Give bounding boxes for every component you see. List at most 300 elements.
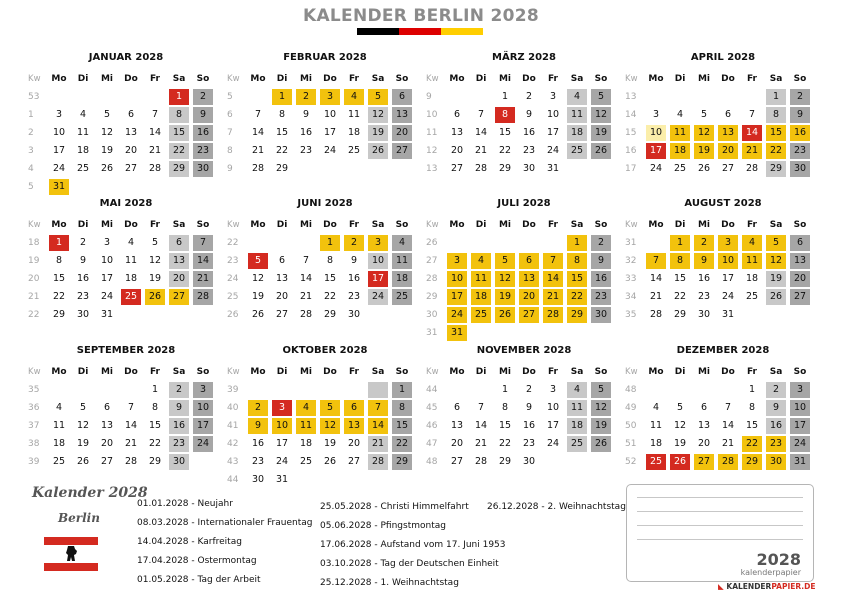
day-cell: 15 — [323, 273, 337, 284]
day-cell: 13 — [519, 271, 539, 287]
day-cell: 25 — [76, 163, 90, 174]
day-cell — [447, 89, 467, 105]
day-cell: 24 — [52, 163, 66, 174]
day-cell: 12 — [76, 420, 90, 431]
day-cell: 8 — [567, 253, 587, 269]
day-cell: 20 — [275, 291, 289, 302]
weekday-label: Kw — [28, 74, 41, 84]
weekday-label: So — [594, 220, 608, 230]
week-row — [28, 381, 224, 399]
week-number: 14 — [625, 110, 637, 120]
week-number: 16 — [625, 146, 637, 156]
week-row — [625, 124, 821, 142]
day-cell: 17 — [447, 289, 467, 305]
weekday-label: Kw — [28, 367, 41, 377]
weekday-header — [28, 70, 224, 88]
weekday-label: Fr — [348, 74, 359, 84]
day-cell: 8 — [670, 253, 690, 269]
week-number: 36 — [28, 403, 40, 413]
day-cell: 29 — [148, 456, 162, 467]
day-cell: 19 — [323, 438, 337, 449]
weekday-label: Di — [77, 74, 89, 84]
day-cell: 23 — [591, 289, 611, 305]
week-number: 46 — [426, 421, 438, 431]
week-number: 4 — [28, 164, 34, 174]
day-cell: 31 — [49, 179, 69, 195]
day-cell: 23 — [522, 145, 536, 156]
week-number: 48 — [426, 457, 438, 467]
day-cell: 12 — [673, 420, 687, 431]
day-cell: 10 — [193, 400, 213, 416]
week-row — [426, 399, 622, 417]
day-cell: 16 — [697, 273, 711, 284]
day-cell: 20 — [392, 125, 412, 141]
weekday-label: Kw — [227, 74, 240, 84]
day-cell: 9 — [525, 109, 533, 120]
weekday-label: Mo — [51, 220, 67, 230]
day-cell: 25 — [299, 456, 313, 467]
week-number: 11 — [426, 128, 438, 138]
day-cell: 28 — [193, 289, 213, 305]
day-cell: 27 — [721, 163, 735, 174]
day-cell — [296, 161, 316, 177]
weekday-label: Di — [276, 74, 288, 84]
day-cell: 19 — [148, 273, 162, 284]
page-title: KALENDER BERLIN 2028 — [302, 6, 539, 26]
day-cell: 5 — [320, 400, 340, 416]
week-row — [227, 453, 423, 471]
day-cell: 18 — [392, 271, 412, 287]
day-cell: 19 — [251, 291, 265, 302]
weekday-label: Fr — [149, 367, 160, 377]
weekday-header — [227, 216, 423, 234]
day-cell — [193, 307, 213, 323]
brand-logo — [718, 582, 815, 591]
weekday-header — [28, 216, 224, 234]
day-cell — [519, 235, 539, 251]
day-cell: 3 — [55, 109, 63, 120]
day-cell: 24 — [649, 163, 663, 174]
week-number: 29 — [426, 292, 438, 302]
day-cell: 15 — [567, 271, 587, 287]
day-cell: 11 — [567, 400, 587, 416]
day-cell: 19 — [495, 289, 515, 305]
day-cell: 3 — [193, 382, 213, 398]
day-cell: 4 — [392, 235, 412, 251]
day-cell: 14 — [543, 271, 563, 287]
week-number: 10 — [426, 110, 438, 120]
day-cell: 2 — [790, 89, 810, 105]
weekday-label: Sa — [371, 74, 385, 84]
day-cell: 24 — [546, 438, 560, 449]
week-row — [227, 142, 423, 160]
day-cell: 2 — [525, 384, 533, 395]
week-number: 45 — [426, 403, 438, 413]
day-cell: 1 — [501, 384, 509, 395]
day-cell: 7 — [748, 109, 756, 120]
weekday-label: Sa — [371, 220, 385, 230]
day-cell: 25 — [646, 454, 666, 470]
weekday-label: Di — [674, 220, 686, 230]
weekday-label: Mi — [299, 367, 313, 377]
month-name: JULI 2028 — [497, 198, 551, 209]
weekday-label: Mo — [250, 367, 266, 377]
day-cell: 13 — [344, 418, 364, 434]
day-cell: 8 — [495, 107, 515, 123]
day-cell: 10 — [100, 255, 114, 266]
day-cell: 9 — [169, 400, 189, 416]
day-cell — [49, 89, 69, 105]
week-number: 38 — [28, 439, 40, 449]
week-row — [426, 381, 622, 399]
weekday-label: Di — [475, 74, 487, 84]
day-cell: 11 — [742, 253, 762, 269]
weekday-label: Mo — [648, 367, 664, 377]
day-cell — [145, 179, 165, 195]
week-row — [426, 324, 622, 342]
day-cell: 1 — [501, 91, 509, 102]
day-cell: 8 — [278, 109, 286, 120]
day-cell: 1 — [320, 235, 340, 251]
day-cell: 17 — [323, 127, 337, 138]
day-cell: 30 — [251, 474, 265, 485]
day-cell: 26 — [591, 436, 611, 452]
german-flag-bar — [357, 28, 483, 35]
week-row — [426, 417, 622, 435]
weekday-label: Fr — [149, 74, 160, 84]
day-cell — [248, 382, 268, 398]
month-name: NOVEMBER 2028 — [476, 345, 572, 356]
holiday-item: 01.05.2028 - Tag der Arbeit — [137, 575, 261, 585]
day-cell: 6 — [724, 109, 732, 120]
day-cell — [447, 235, 467, 251]
day-cell — [471, 382, 491, 398]
week-number: 42 — [227, 439, 239, 449]
day-cell: 22 — [392, 436, 412, 452]
day-cell: 21 — [649, 291, 663, 302]
day-cell: 5 — [766, 235, 786, 251]
day-cell: 5 — [700, 109, 708, 120]
day-cell: 13 — [718, 125, 738, 141]
weekday-label: Di — [475, 220, 487, 230]
logo-subtitle: Berlin — [58, 511, 100, 525]
day-cell: 12 — [495, 271, 515, 287]
month-name: MÄRZ 2028 — [492, 52, 556, 63]
day-cell: 21 — [474, 438, 488, 449]
day-cell: 29 — [567, 307, 587, 323]
day-cell: 21 — [368, 436, 388, 452]
day-cell: 19 — [100, 145, 114, 156]
day-cell: 22 — [567, 289, 587, 305]
weekday-label: Do — [522, 220, 536, 230]
day-cell: 10 — [790, 400, 810, 416]
day-cell: 12 — [368, 107, 388, 123]
day-cell: 14 — [649, 273, 663, 284]
week-row — [227, 288, 423, 306]
day-cell: 10 — [323, 109, 337, 120]
week-row — [227, 234, 423, 252]
day-cell: 8 — [169, 107, 189, 123]
weekday-label: So — [793, 74, 807, 84]
day-cell: 16 — [251, 438, 265, 449]
day-cell: 13 — [100, 420, 114, 431]
day-cell: 26 — [495, 307, 515, 323]
week-number: 35 — [28, 385, 40, 395]
week-number: 26 — [227, 310, 239, 320]
day-cell — [121, 382, 141, 398]
weekday-label: So — [395, 367, 409, 377]
day-cell: 9 — [525, 402, 533, 413]
day-cell: 9 — [790, 107, 810, 123]
week-number: 13 — [625, 92, 637, 102]
week-row — [227, 252, 423, 270]
day-cell — [97, 179, 117, 195]
week-row — [28, 453, 224, 471]
week-number: 44 — [426, 385, 438, 395]
day-cell: 10 — [368, 253, 388, 269]
day-cell: 26 — [766, 289, 786, 305]
week-number: 44 — [227, 475, 239, 485]
day-cell: 22 — [498, 438, 512, 449]
day-cell: 30 — [790, 161, 810, 177]
day-cell: 8 — [326, 255, 334, 266]
day-cell — [471, 325, 491, 341]
day-cell: 9 — [694, 253, 714, 269]
week-number: 2 — [28, 128, 34, 138]
day-cell: 28 — [368, 454, 388, 470]
day-cell: 13 — [450, 420, 464, 431]
weekday-label: Mi — [498, 367, 512, 377]
week-number: 41 — [227, 421, 239, 431]
day-cell: 6 — [278, 255, 286, 266]
day-cell: 14 — [474, 420, 488, 431]
day-cell: 30 — [76, 309, 90, 320]
day-cell — [73, 179, 93, 195]
week-number: 23 — [227, 256, 239, 266]
day-cell — [495, 235, 515, 251]
weekday-label: Kw — [426, 74, 439, 84]
day-cell: 24 — [721, 291, 735, 302]
brand-accent: PAPIER.DE — [771, 582, 816, 591]
week-number: 13 — [426, 164, 438, 174]
day-cell: 29 — [52, 309, 66, 320]
day-cell: 29 — [392, 454, 412, 470]
day-cell — [519, 325, 539, 341]
day-cell: 14 — [742, 125, 762, 141]
day-cell: 15 — [169, 125, 189, 141]
day-cell: 7 — [127, 402, 135, 413]
day-cell — [646, 235, 666, 251]
day-cell: 5 — [676, 402, 684, 413]
weekday-label: Mo — [250, 220, 266, 230]
day-cell: 27 — [519, 307, 539, 323]
weekday-label: Fr — [746, 220, 757, 230]
week-row — [28, 160, 224, 178]
day-cell: 22 — [169, 143, 189, 159]
day-cell — [447, 382, 467, 398]
weekday-label: Kw — [227, 367, 240, 377]
day-cell: 6 — [169, 235, 189, 251]
day-cell: 2 — [766, 382, 786, 398]
day-cell: 10 — [646, 125, 666, 141]
week-row — [227, 106, 423, 124]
day-cell: 23 — [193, 143, 213, 159]
day-cell: 21 — [251, 145, 265, 156]
day-cell: 11 — [347, 109, 361, 120]
day-cell: 3 — [549, 91, 557, 102]
bear-icon — [64, 544, 78, 564]
day-cell: 15 — [766, 125, 786, 141]
day-cell: 18 — [670, 143, 690, 159]
day-cell: 20 — [450, 145, 464, 156]
day-cell: 8 — [55, 255, 63, 266]
day-cell — [591, 325, 611, 341]
day-cell: 2 — [79, 237, 87, 248]
day-cell — [495, 325, 515, 341]
day-cell: 14 — [148, 127, 162, 138]
day-cell — [145, 307, 165, 323]
day-cell: 13 — [392, 107, 412, 123]
day-cell: 9 — [591, 253, 611, 269]
day-cell: 21 — [193, 271, 213, 287]
week-row — [227, 160, 423, 178]
day-cell: 24 — [275, 456, 289, 467]
week-row — [426, 288, 622, 306]
day-cell: 16 — [193, 125, 213, 141]
day-cell: 4 — [344, 89, 364, 105]
day-cell: 29 — [766, 161, 786, 177]
day-cell: 1 — [49, 235, 69, 251]
weekday-label: Fr — [746, 367, 757, 377]
weekday-label: Kw — [625, 367, 638, 377]
day-cell: 6 — [103, 402, 111, 413]
day-cell: 23 — [169, 436, 189, 452]
day-cell: 28 — [299, 309, 313, 320]
day-cell: 17 — [100, 273, 114, 284]
day-cell: 31 — [721, 309, 735, 320]
day-cell: 27 — [169, 289, 189, 305]
day-cell: 30 — [766, 454, 786, 470]
day-cell: 19 — [673, 438, 687, 449]
day-cell: 17 — [721, 273, 735, 284]
weekday-label: Mi — [100, 74, 114, 84]
week-row — [625, 288, 821, 306]
weekday-label: So — [395, 220, 409, 230]
day-cell: 27 — [450, 456, 464, 467]
day-cell — [790, 307, 810, 323]
day-cell: 9 — [79, 255, 87, 266]
day-cell: 14 — [721, 420, 735, 431]
day-cell: 15 — [498, 127, 512, 138]
weekday-label: Do — [721, 367, 735, 377]
day-cell: 12 — [591, 400, 611, 416]
day-cell: 3 — [368, 235, 388, 251]
day-cell — [320, 472, 340, 488]
day-cell: 6 — [127, 109, 135, 120]
day-cell: 31 — [546, 163, 560, 174]
day-cell: 21 — [124, 438, 138, 449]
day-cell: 18 — [649, 438, 663, 449]
weekday-label: Do — [124, 74, 138, 84]
weekday-label: Fr — [746, 74, 757, 84]
day-cell: 18 — [76, 145, 90, 156]
day-cell: 22 — [52, 291, 66, 302]
week-number: 43 — [227, 457, 239, 467]
weekday-label: Do — [522, 74, 536, 84]
week-number: 25 — [227, 292, 239, 302]
day-cell: 7 — [368, 400, 388, 416]
week-row — [426, 306, 622, 324]
week-number: 19 — [28, 256, 40, 266]
week-row — [625, 142, 821, 160]
day-cell: 3 — [272, 400, 292, 416]
week-number: 48 — [625, 385, 637, 395]
day-cell — [591, 161, 611, 177]
day-cell: 25 — [673, 163, 687, 174]
holiday-item: 17.06.2028 - Aufstand vom 17. Juni 1953 — [320, 540, 506, 550]
day-cell — [121, 307, 141, 323]
day-cell: 16 — [76, 273, 90, 284]
weekday-label: Do — [323, 367, 337, 377]
weekday-label: Kw — [426, 367, 439, 377]
holiday-item: 25.05.2028 - Christi Himmelfahrt — [320, 502, 469, 512]
weekday-label: Mi — [697, 74, 711, 84]
day-cell: 19 — [694, 143, 714, 159]
day-cell: 15 — [673, 273, 687, 284]
day-cell: 17 — [368, 271, 388, 287]
week-number: 39 — [28, 457, 40, 467]
day-cell: 10 — [718, 253, 738, 269]
weekday-label: Di — [674, 367, 686, 377]
day-cell: 5 — [591, 89, 611, 105]
day-cell: 19 — [368, 125, 388, 141]
weekday-label: Mi — [299, 74, 313, 84]
day-cell: 18 — [567, 418, 587, 434]
week-number: 40 — [227, 403, 239, 413]
weekday-label: Mi — [498, 74, 512, 84]
day-cell: 12 — [251, 273, 265, 284]
weekday-header — [426, 70, 622, 88]
day-cell — [193, 454, 213, 470]
day-cell — [543, 235, 563, 251]
day-cell: 24 — [447, 307, 467, 323]
day-cell — [718, 382, 738, 398]
day-cell: 5 — [368, 89, 388, 105]
weekday-label: Mi — [100, 367, 114, 377]
week-number: 5 — [227, 92, 233, 102]
day-cell: 8 — [151, 402, 159, 413]
week-row — [426, 160, 622, 178]
day-cell: 15 — [52, 273, 66, 284]
day-cell: 17 — [546, 420, 560, 431]
day-cell: 23 — [697, 291, 711, 302]
day-cell: 28 — [124, 456, 138, 467]
day-cell — [344, 161, 364, 177]
day-cell: 16 — [522, 420, 536, 431]
flag-stripe-black — [357, 28, 399, 35]
day-cell: 18 — [567, 125, 587, 141]
day-cell: 2 — [525, 91, 533, 102]
day-cell: 6 — [392, 89, 412, 105]
day-cell: 28 — [745, 163, 759, 174]
day-cell: 9 — [302, 109, 310, 120]
day-cell: 18 — [745, 273, 759, 284]
day-cell: 17 — [646, 143, 666, 159]
day-cell: 23 — [76, 291, 90, 302]
week-number: 37 — [28, 421, 40, 431]
day-cell: 11 — [567, 107, 587, 123]
day-cell: 7 — [724, 402, 732, 413]
